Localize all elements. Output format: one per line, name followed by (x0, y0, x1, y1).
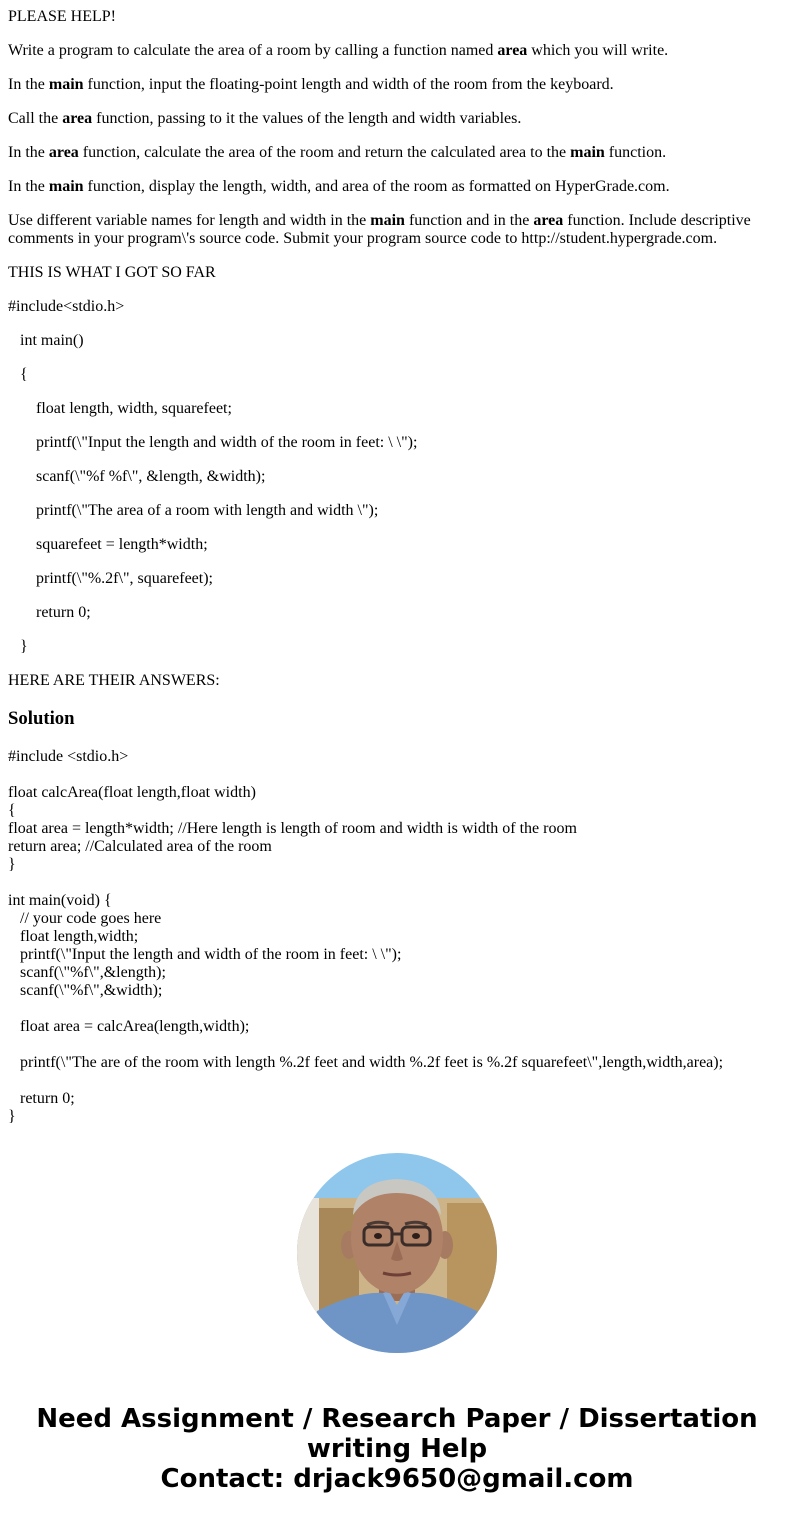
code-line: return area; //Calculated area of the room (8, 838, 272, 855)
code-line: printf(\"The are of the room with length %.2f feet and width %.2f feet is %.2f squarefeet\",length,width,area); (8, 1054, 724, 1071)
text-segment: In the (8, 76, 49, 93)
question-paragraph-2 (8, 76, 786, 94)
solution-heading: Solution (8, 708, 75, 729)
bold-keyword: area (533, 212, 564, 229)
code-line (8, 1036, 786, 1054)
text-segment: Write a program to calculate the area of a room by calling a function named (8, 42, 498, 59)
text-segment: Use different variable names for length and width in the (8, 212, 371, 229)
bold-keyword: main (370, 212, 405, 229)
bold-keyword: main (48, 76, 84, 93)
code-line: #include<stdio.h> (8, 298, 125, 315)
code-line: scanf(\"%f\",&length); (8, 964, 166, 981)
code-line: } (8, 856, 16, 873)
code-line: scanf(\"%f\",&width); (8, 982, 163, 999)
promo-contact: Contact: drjack9650@gmail.com (160, 1464, 634, 1494)
tutor-portrait-icon (297, 1153, 497, 1353)
text-segment: Call the (8, 110, 63, 127)
code-line: float calcArea(float length,float width) (8, 784, 256, 801)
text-segment: function, display the length, width, and area of the room as formatted on HyperGrade.com. (83, 178, 670, 195)
question-paragraph-4 (8, 144, 786, 162)
code-line: return 0; (8, 1090, 75, 1107)
question-title: PLEASE HELP! (8, 8, 116, 25)
code-line: printf(\"Input the length and width of the room in feet: \ \"); (36, 434, 418, 451)
code-line: float area = calcArea(length,width); (8, 1018, 250, 1035)
text-segment: function. (604, 144, 667, 161)
question-paragraph-1 (8, 42, 786, 60)
code-line: printf(\"%.2f\", squarefeet); (36, 570, 213, 587)
bold-keyword: area (62, 110, 93, 127)
code-line: printf(\"Input the length and width of the room in feet: \ \"); (8, 946, 402, 963)
code-line: { (8, 802, 16, 819)
text-segment: function, passing to it the values of the length and width variables. (92, 110, 522, 127)
promo-line-1: Need Assignment / Research Paper / Dissertation (36, 1404, 758, 1434)
avatar (297, 1153, 497, 1353)
code-line: int main(void) { (8, 892, 112, 909)
code-line: scanf(\"%f %f\", &length, &width); (36, 468, 266, 485)
text-segment: function, calculate the area of the room and return the calculated area to the (78, 144, 571, 161)
text-segment: which you will write. (527, 42, 669, 59)
code-line: } (8, 1108, 16, 1125)
code-line: float length, width, squarefeet; (36, 400, 232, 417)
code-line: float length,width; (8, 928, 139, 945)
code-line: printf(\"The area of a room with length and width \"); (36, 502, 379, 519)
code-line (8, 766, 786, 784)
attempt-code (8, 298, 786, 656)
code-line: } (20, 638, 28, 655)
promo-line-2: writing Help (306, 1434, 488, 1464)
bold-keyword: area (48, 144, 79, 161)
code-line: int main() (20, 332, 84, 349)
code-line: squarefeet = length*width; (36, 536, 208, 553)
text-segment: function. Include descriptive comments in your program\'s source code. Submit your program source code to http://student.hypergrade.com. (8, 212, 751, 247)
so-far-label: THIS IS WHAT I GOT SO FAR (8, 264, 216, 281)
question-post (8, 8, 786, 1126)
promo-banner (0, 1404, 794, 1494)
text-segment: In the (8, 144, 49, 161)
code-line: #include <stdio.h> (8, 748, 129, 765)
code-line (8, 1072, 786, 1090)
solution-code (8, 748, 786, 1126)
code-line: { (20, 366, 28, 383)
code-line (8, 874, 786, 892)
bold-keyword: main (570, 144, 605, 161)
code-line: float area = length*width; //Here length is length of room and width is width of the room (8, 820, 577, 837)
question-paragraph-5 (8, 178, 786, 196)
text-segment: function and in the (404, 212, 534, 229)
text-segment: function, input the floating-point length and width of the room from the keyboard. (83, 76, 614, 93)
text-segment: In the (8, 178, 49, 195)
bold-keyword: main (48, 178, 84, 195)
answers-label: HERE ARE THEIR ANSWERS: (8, 672, 220, 689)
bold-keyword: area (497, 42, 528, 59)
question-paragraph-3 (8, 110, 786, 128)
code-line (8, 1000, 786, 1018)
code-line: return 0; (36, 604, 91, 621)
question-paragraph-6 (8, 212, 786, 248)
code-line: // your code goes here (8, 910, 162, 927)
